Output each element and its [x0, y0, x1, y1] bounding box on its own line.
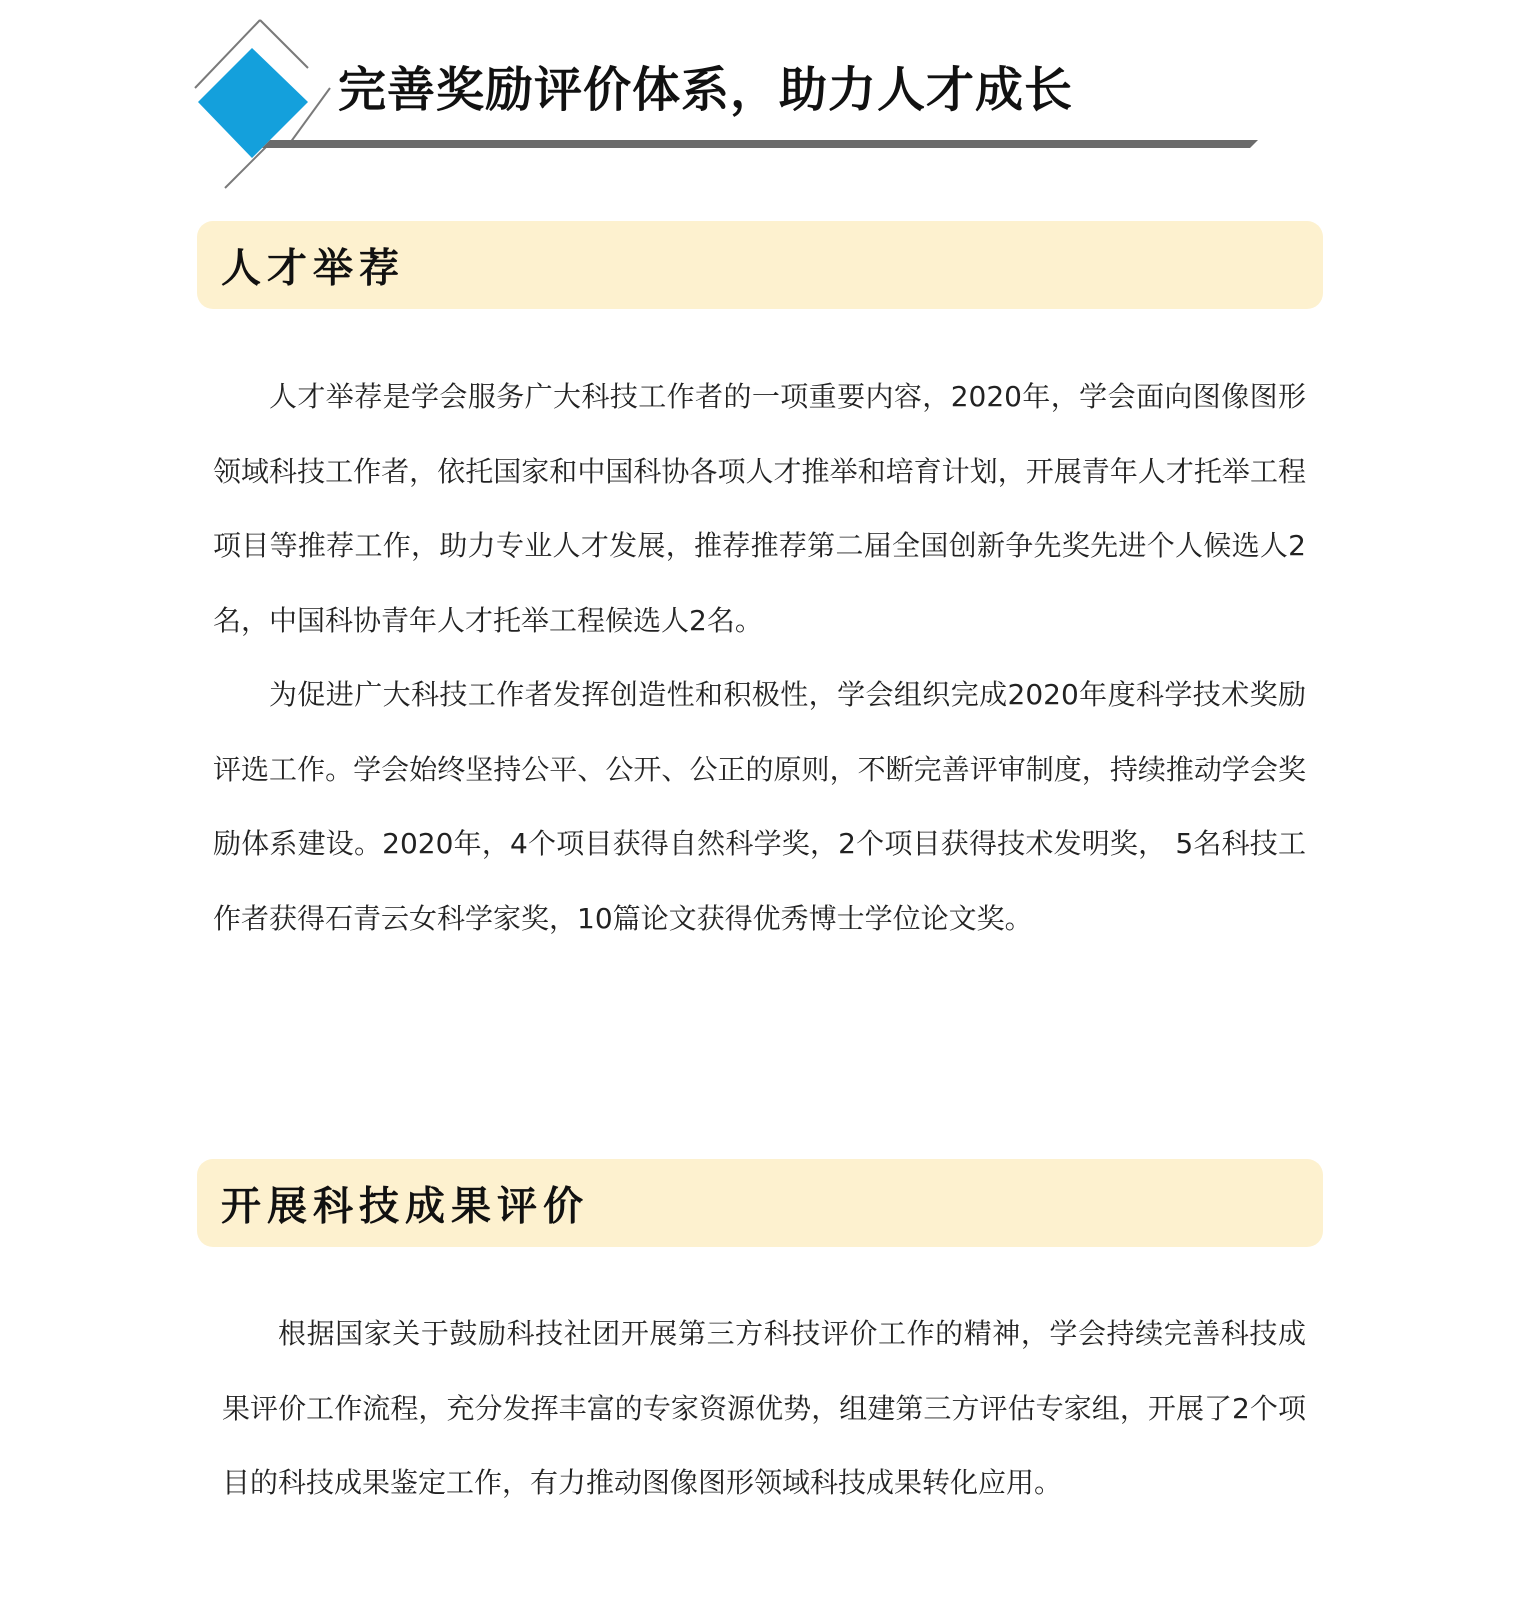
- section-title: 开展科技成果评价: [221, 1182, 589, 1230]
- paragraph: 根据国家关于鼓励科技社团开展第三方科技评价工作的精神，学会持续完善科技成果评价工作流程，充分发挥丰富的专家资源优势，组建第三方评估专家组，开展了2个项目的科技成果鉴定工作，有力推动图像图形领域科技成果转化应用。: [222, 1317, 1306, 1499]
- section-banner-achievement-evaluation: [197, 1159, 1323, 1247]
- page-title: 完善奖励评价体系，助力人才成长: [338, 62, 1074, 118]
- section-title: 人才举荐: [221, 244, 405, 292]
- deco-line-top-right: [260, 20, 308, 68]
- paragraph: 人才举荐是学会服务广大科技工作者的一项重要内容，2020年，学会面向图像图形领域科技工作者，依托国家和中国科协各项人才推举和培育计划，开展青年人才托举工程项目等推荐工作，助力专业人才发展，推荐推荐第二届全国创新争先奖先进个人候选人2名，中国科协青年人才托举工程候选人2名。: [213, 380, 1306, 637]
- section-banner-talent-recommendation: [197, 221, 1323, 309]
- header-underline: [262, 140, 1258, 148]
- section-body-talent-recommendation: [213, 360, 1306, 956]
- paragraph: 为促进广大科技工作者发挥创造性和积极性，学会组织完成2020年度科学技术奖励评选工作。学会始终坚持公平、公开、公正的原则，不断完善评审制度，持续推动学会奖励体系建设。2020年，4个项目获得自然科学奖，2个项目获得技术发明奖， 5名科技工作者获得石青云女科学家奖，10篇论文获得优秀博士学位论文奖。: [213, 678, 1306, 935]
- section-body-achievement-evaluation: [222, 1297, 1306, 1521]
